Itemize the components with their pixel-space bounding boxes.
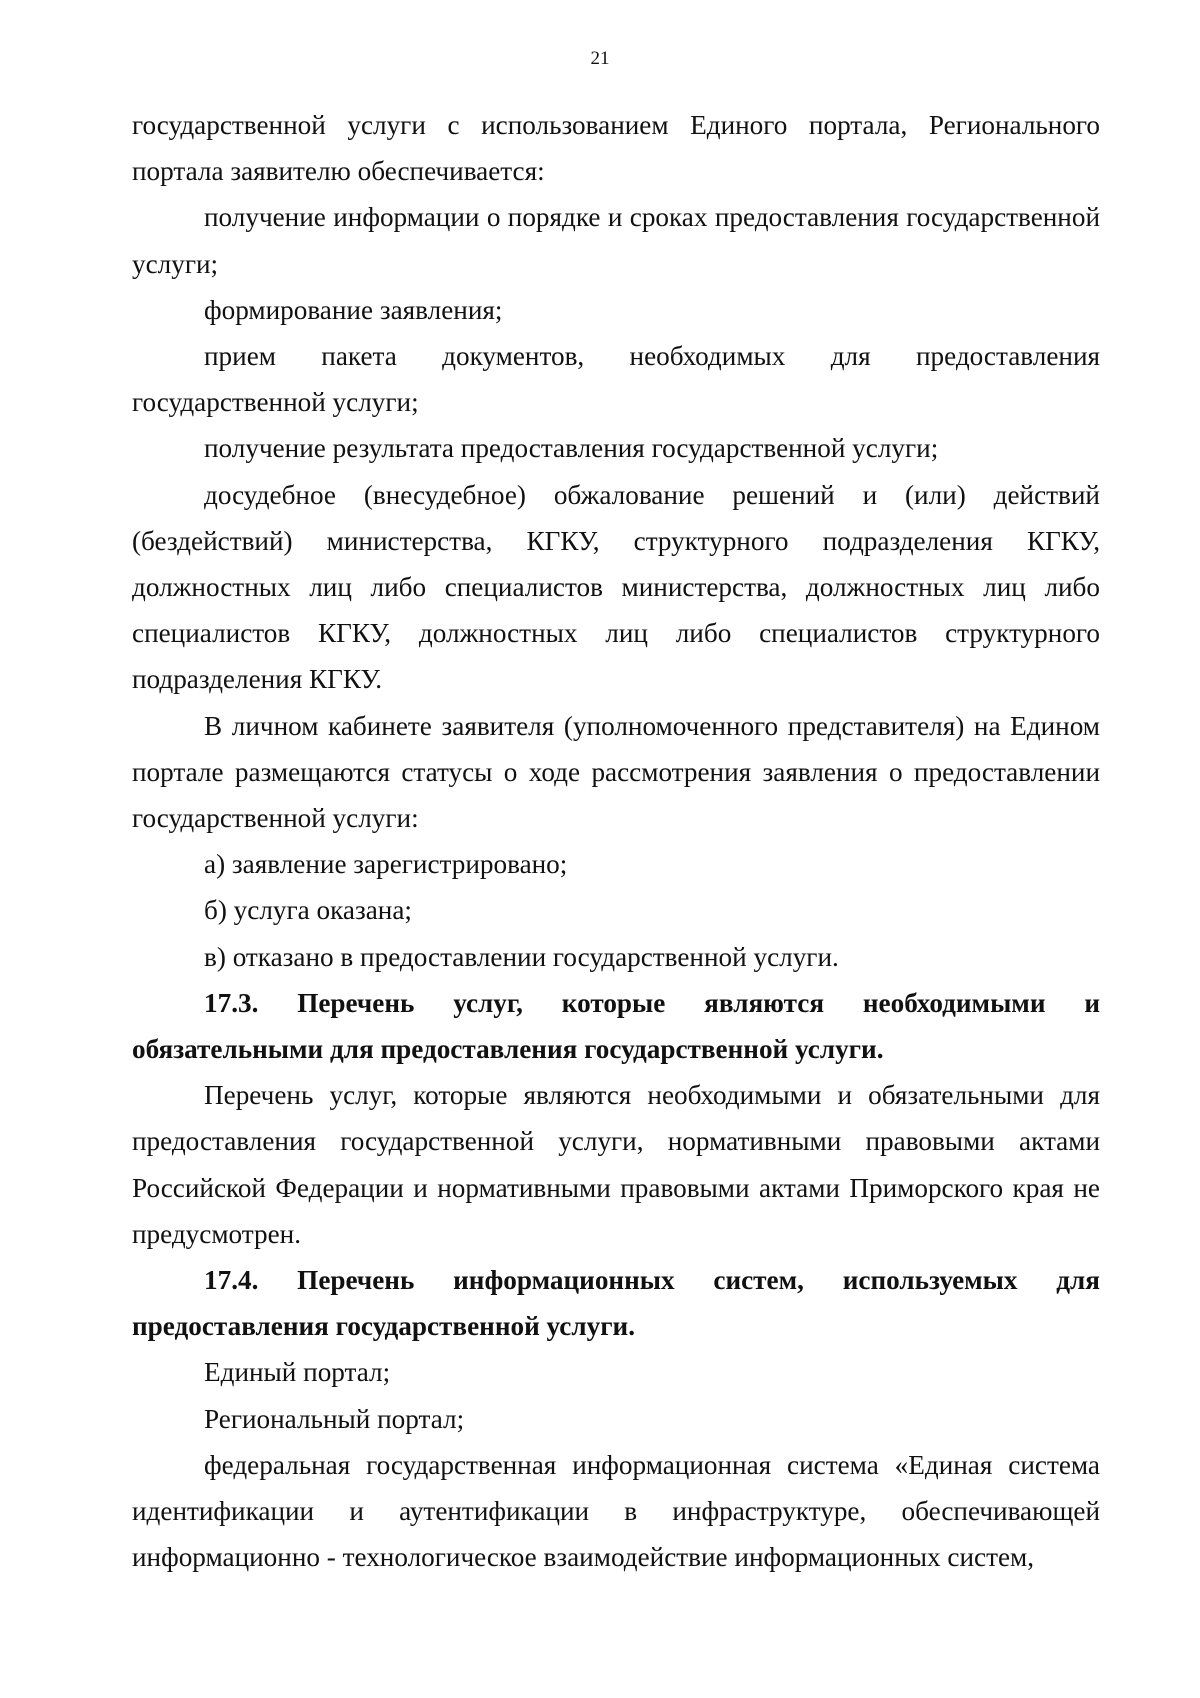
status-item-b: б) услуга оказана;	[204, 895, 412, 926]
list-item-reception: прием пакета документов, необходимых для предоставления государственной услуги;	[132, 341, 1100, 418]
system-item-regional-portal: Региональный портал;	[204, 1403, 465, 1434]
system-item-unified-portal: Единый портал;	[204, 1357, 391, 1388]
paragraph-cabinet: В личном кабинете заявителя (уполномоченного представителя) на Едином портале размещаются статусы о ходе рассмотрения заявления о предоставлении государственной услуги:	[132, 710, 1100, 834]
section-heading-17-4: 17.4. Перечень информационных систем, используемых для предоставления государственной услуги.	[132, 1265, 1100, 1342]
list-item-result: получение результата предоставления государственной услуги;	[204, 433, 939, 464]
paragraph-services-list: Перечень услуг, которые являются необходимыми и обязательными для предоставления государственной услуги, нормативными правовыми актами Российской Федерации и нормативными правовыми актами Приморского края не предусмотрен.	[132, 1080, 1100, 1249]
section-heading-17-3: 17.3. Перечень услуг, которые являются необходимыми и обязательными для предоставления государственной услуги.	[132, 987, 1100, 1065]
document-body	[132, 102, 1100, 1581]
paragraph-intro: государственной услуги с использованием Единого портала, Регионального портала заявителю обеспечивается:	[132, 110, 1100, 187]
list-item-info: получение информации о порядке и сроках предоставления государственной услуги;	[132, 202, 1100, 279]
list-item-form: формирование заявления;	[204, 294, 503, 325]
status-item-c: в) отказано в предоставлении государственной услуги.	[204, 941, 839, 972]
page-number: 21	[590, 48, 610, 69]
system-item-esia: федеральная государственная информационная система «Единая система идентификации и аутентификации в инфраструктуре, обеспечивающей информационно - технологическое взаимодействие информационных систем,	[132, 1449, 1100, 1573]
status-item-a: а) заявление зарегистрировано;	[204, 849, 568, 880]
list-item-appeal: досудебное (внесудебное) обжалование решений и (или) действий (бездействий) министерства, КГКУ, структурного подразделения КГКУ, должностных лиц либо специалистов министерства, должностных лиц либо специалистов КГКУ, должностных лиц либо специалистов структурного подразделения КГКУ.	[132, 479, 1100, 695]
